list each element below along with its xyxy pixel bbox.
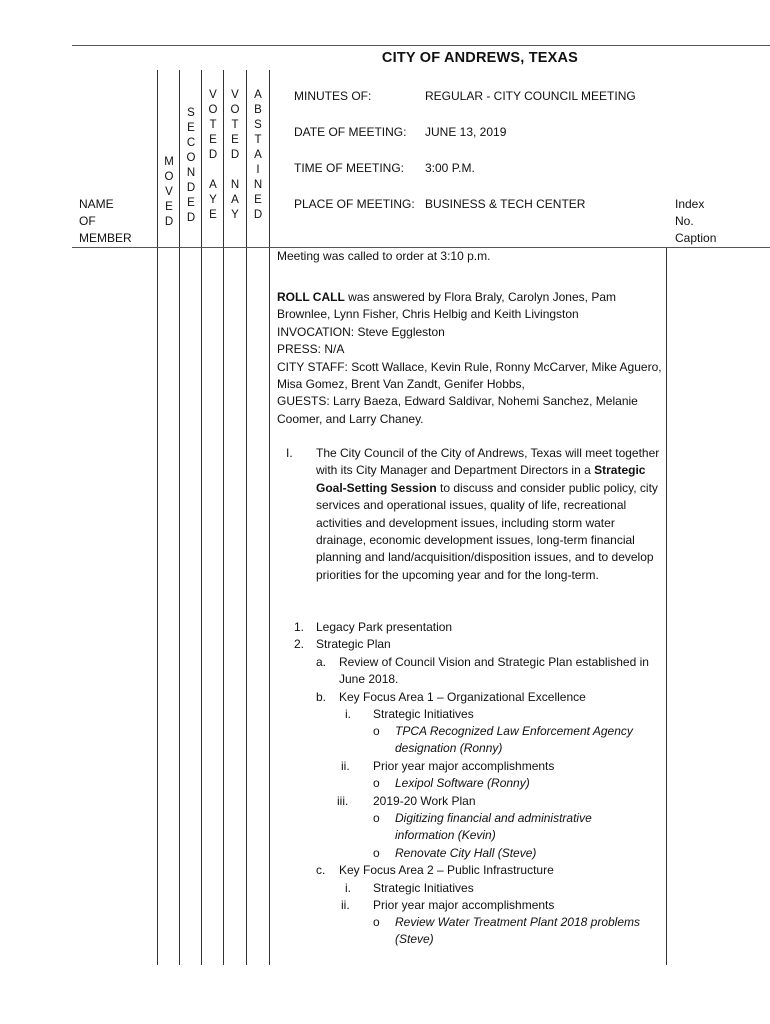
column-header-letter: V xyxy=(209,89,217,101)
agenda-subitem: Key Focus Area 1 – Organizational Excellence xyxy=(339,690,586,704)
column-header-letter: E xyxy=(187,122,195,134)
column-header-letter: E xyxy=(187,197,195,209)
agenda-number: 1. xyxy=(294,620,305,634)
column-header-letter: T xyxy=(254,134,262,146)
agenda-letter: c. xyxy=(316,863,326,877)
column-header-letter: O xyxy=(208,104,218,116)
moved-column-header xyxy=(158,155,180,230)
column-header-letter: V xyxy=(165,186,173,198)
abstained-column-header xyxy=(247,88,269,223)
column-header-letter: D xyxy=(253,209,263,221)
column-header-letter: M xyxy=(164,156,174,168)
column-header-letter: D xyxy=(186,212,196,224)
column-header-letter: O xyxy=(186,152,196,164)
column-header-letter: D xyxy=(186,182,196,194)
column-header-letter: T xyxy=(209,119,217,131)
column-header-letter: D xyxy=(164,216,174,228)
agenda-letter: b. xyxy=(316,690,327,704)
column-header-letter: E xyxy=(209,209,217,221)
bullet-item: Digitizing financial and administrative information (Kevin) xyxy=(395,811,592,843)
column-header-letter: N xyxy=(253,179,263,191)
agenda-roman: i. xyxy=(345,881,351,895)
column-header-letter: A xyxy=(231,194,239,206)
column-header-letter: D xyxy=(208,149,218,161)
agenda-number: 2. xyxy=(294,637,305,651)
column-header-letter: S xyxy=(254,119,262,131)
place-label: PLACE OF MEETING: xyxy=(294,197,415,211)
name-of-member-header: NAME OF MEMBER xyxy=(79,197,132,245)
column-header-letter: O xyxy=(164,171,174,183)
column-header-letter: E xyxy=(209,134,217,146)
agenda-subsubitem: Strategic Initiatives xyxy=(373,881,474,895)
bullet-icon: o xyxy=(373,811,380,825)
agenda-subitem: Key Focus Area 2 – Public Infrastructure xyxy=(339,863,554,877)
column-header-letter: T xyxy=(231,119,239,131)
guests: GUESTS: Larry Baeza, Edward Saldivar, Nohemi Sanchez, Melanie Coomer, and Larry Chaney. xyxy=(277,394,638,426)
place-value: BUSINESS & TECH CENTER xyxy=(425,197,586,211)
bullet-icon: o xyxy=(373,915,380,929)
minutes-value: REGULAR - CITY COUNCIL MEETING xyxy=(425,89,636,103)
page-title: CITY OF ANDREWS, TEXAS xyxy=(381,50,579,66)
top-rule xyxy=(72,45,770,46)
bullet-item: Renovate City Hall (Steve) xyxy=(395,846,537,860)
agenda-roman: ii. xyxy=(341,898,350,912)
column-header-letter: V xyxy=(231,89,239,101)
column-header-letter: D xyxy=(230,149,240,161)
column-header-letter: Y xyxy=(209,194,217,206)
roll-call: ROLL CALL was answered by Flora Braly, Carolyn Jones, Pam Brownlee, Lynn Fisher, Chris Helbig and Keith Livingston xyxy=(277,290,616,322)
column-header-letter: E xyxy=(165,201,173,213)
agenda-item: Strategic Plan xyxy=(316,637,391,651)
column-header-letter: I xyxy=(256,164,260,176)
city-staff: CITY STAFF: Scott Wallace, Kevin Rule, Ronny McCarver, Mike Aguero, Misa Gomez, Brent Van Zandt, Genifer Hobbs, xyxy=(277,359,662,392)
column-header-letter: B xyxy=(254,104,262,116)
column-rule xyxy=(666,247,667,965)
voted-aye-column-header xyxy=(202,88,224,223)
minutes-label: MINUTES OF: xyxy=(294,89,372,103)
column-header-letter: E xyxy=(231,134,239,146)
column-header-letter xyxy=(202,163,224,178)
agenda-subsubitem: Prior year major accomplishments xyxy=(373,759,555,773)
agenda-subitem: Review of Council Vision and Strategic Plan established in June 2018. xyxy=(339,655,649,687)
section-number: I. xyxy=(286,446,293,460)
column-header-letter: A xyxy=(254,89,262,101)
section-paragraph: The City Council of the City of Andrews, Texas will meet together with its City Manager and Department Directors in a Strategic Goal-Setting Session to discuss and consider public policy, city services and operational issues, quality of life, recreational activities and development issues, including storm water drainage, economic development issues, long-term financial planning and land/acquisition/disposition issues, and to develop priorities for the upcoming year and for the long-term. xyxy=(316,446,660,582)
date-label: DATE OF MEETING: xyxy=(294,125,407,139)
column-header-letter: O xyxy=(230,104,240,116)
column-header-letter: Y xyxy=(231,209,239,221)
agenda-subsubitem: 2019-20 Work Plan xyxy=(373,794,476,808)
bullet-icon: o xyxy=(373,724,380,738)
column-header-letter: S xyxy=(187,107,195,119)
column-header-letter: E xyxy=(254,194,262,206)
time-value: 3:00 P.M. xyxy=(425,161,475,175)
seconded-column-header xyxy=(180,106,202,226)
bullet-item: Lexipol Software (Ronny) xyxy=(395,776,530,790)
column-header-letter: C xyxy=(186,137,196,149)
agenda-subsubitem: Prior year major accomplishments xyxy=(373,898,555,912)
agenda-roman: ii. xyxy=(341,759,350,773)
agenda-item: Legacy Park presentation xyxy=(316,620,453,634)
agenda-subsubitem: Strategic Initiatives xyxy=(373,707,474,721)
column-header-letter: N xyxy=(230,179,240,191)
column-header-letter: N xyxy=(186,167,196,179)
bullet-icon: o xyxy=(373,776,380,790)
call-to-order: Meeting was called to order at 3:10 p.m. xyxy=(277,249,491,263)
bullet-icon: o xyxy=(373,846,380,860)
press: PRESS: N/A xyxy=(277,342,345,357)
column-header-letter: A xyxy=(254,149,262,161)
agenda-roman: iii. xyxy=(337,794,349,808)
column-rule xyxy=(269,70,270,965)
column-header-letter xyxy=(224,163,246,178)
agenda-letter: a. xyxy=(316,655,327,669)
bullet-item: TPCA Recognized Law Enforcement Agency designation (Ronny) xyxy=(395,724,633,756)
index-caption-header: Index No. Caption xyxy=(675,197,717,245)
time-label: TIME OF MEETING: xyxy=(294,161,404,175)
invocation: INVOCATION: Steve Eggleston xyxy=(277,324,445,339)
bullet-item: Review Water Treatment Plant 2018 problems (Steve) xyxy=(395,915,640,947)
roll-call-block xyxy=(277,289,662,428)
agenda-roman: i. xyxy=(345,707,351,721)
voted-nay-column-header xyxy=(224,88,246,223)
column-header-letter: A xyxy=(209,179,217,191)
date-value: JUNE 13, 2019 xyxy=(425,125,507,139)
